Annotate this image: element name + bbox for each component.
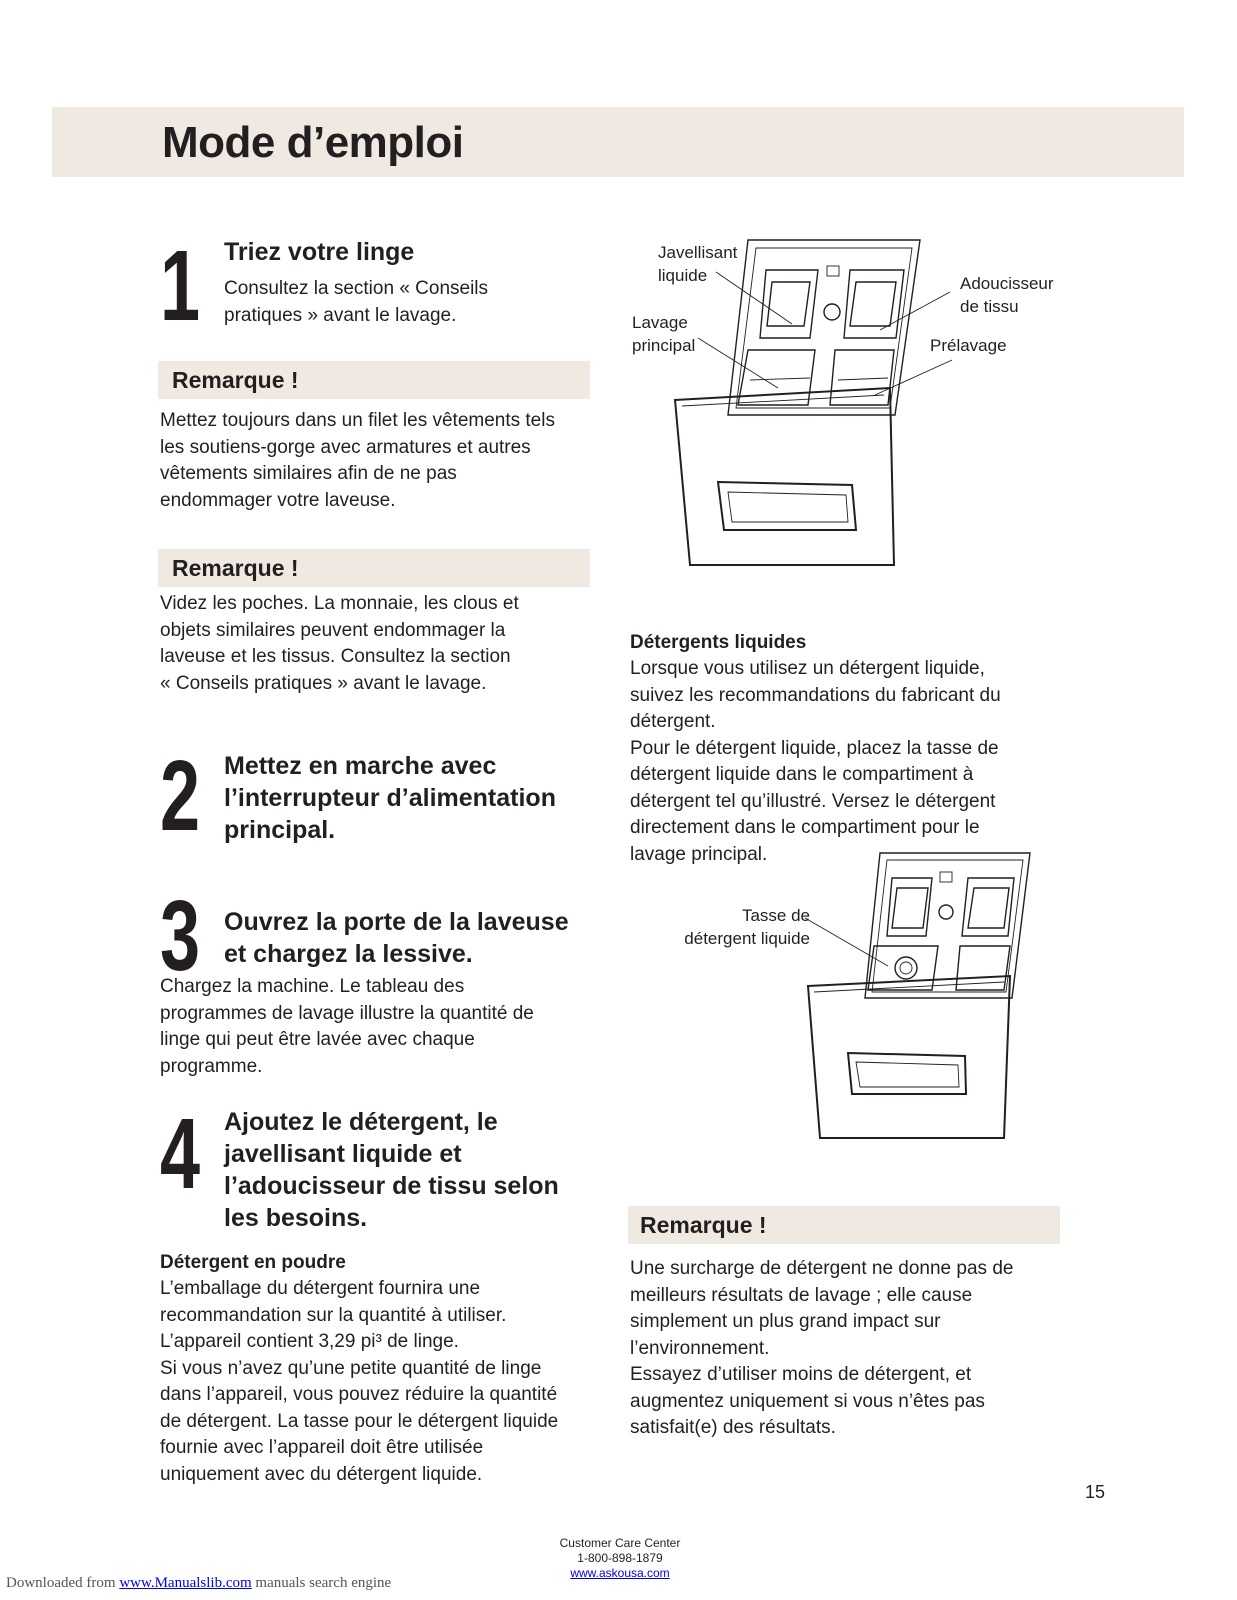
callout-line: Prélavage <box>930 336 1007 355</box>
note-3-text <box>630 1256 1013 1442</box>
text-line: fournie avec l’appareil doit être utilisée <box>160 1437 484 1458</box>
callout-liquid-cup <box>630 904 810 950</box>
heading-line: les besoins. <box>224 1204 368 1232</box>
download-suffix: manuals search engine <box>251 1575 392 1591</box>
liquid-subheading: Détergents liquides <box>630 632 807 653</box>
text-line: pratiques » avant le lavage. <box>224 304 457 326</box>
text-line: recommandation sur la quantité à utiliser. <box>160 1304 507 1326</box>
text-line: uniquement avec du détergent liquide. <box>160 1463 483 1485</box>
step-4-heading <box>224 1106 559 1234</box>
text-line: détergent. <box>630 711 716 732</box>
callout-line: liquide <box>658 266 708 285</box>
liquid-detergent-section <box>630 630 1001 868</box>
step-1-heading: Triez votre linge <box>224 238 415 266</box>
text-line: lavage principal. <box>630 843 768 865</box>
note-1-bar <box>158 361 590 399</box>
text-line: détergent tel qu’illustré. Versez le détergent <box>630 790 996 812</box>
heading-line: javellisant liquide et <box>224 1140 462 1168</box>
leader-line <box>698 338 778 388</box>
liquid-cup-drawer-diagram <box>790 848 1040 1148</box>
step-2-number: 2 <box>160 740 199 852</box>
text-line: de détergent. La tasse pour le détergent liquide <box>160 1410 559 1432</box>
text-line: Essayez d’utiliser moins de détergent, et <box>630 1364 972 1385</box>
footer <box>500 1536 740 1581</box>
text-line: « Conseils pratiques » avant le lavage. <box>160 672 487 694</box>
step-1-text <box>224 276 488 329</box>
text-line: Chargez la machine. Le tableau des <box>160 976 465 997</box>
callout-line: Javellisant <box>658 243 738 262</box>
text-line: objets similaires peuvent endommager la <box>160 619 506 641</box>
text-line: Videz les poches. La monnaie, les clous et <box>160 593 519 614</box>
text-line: détergent liquide dans le compartiment à <box>630 764 974 785</box>
step-4-number: 4 <box>160 1098 199 1210</box>
text-line: Si vous n’avez qu’une petite quantité de linge <box>160 1357 542 1379</box>
page-title: Mode d’emploi <box>162 118 464 167</box>
page-number: 15 <box>1085 1482 1106 1502</box>
note-1-text <box>160 408 555 514</box>
text-line: suivez les recommandations du fabricant du <box>630 684 1001 706</box>
footer-phone: 1-800-898-1879 <box>577 1551 663 1565</box>
callout-main-wash <box>632 311 695 357</box>
leader-line <box>805 918 888 966</box>
step-1-number: 1 <box>160 230 199 342</box>
callout-line: de tissu <box>960 297 1019 316</box>
heading-line: Mettez en marche avec <box>224 752 497 780</box>
footer-line: Customer Care Center <box>559 1536 681 1550</box>
heading-line: principal. <box>224 816 336 844</box>
heading-line: Ouvrez la porte de la laveuse <box>224 908 569 936</box>
step-3-number: 3 <box>160 880 199 992</box>
manualslib-link[interactable]: www.Manualslib.com <box>119 1575 252 1591</box>
heading-line: l’adoucisseur de tissu selon <box>224 1172 559 1200</box>
text-line: simplement un plus grand impact sur <box>630 1311 941 1332</box>
note-3-label: Remarque ! <box>640 1212 767 1238</box>
text-line: l’environnement. <box>630 1337 770 1359</box>
download-banner <box>6 1575 391 1592</box>
step-3-heading <box>224 906 569 970</box>
note-3-bar <box>628 1206 1060 1244</box>
text-line: laveuse et les tissus. Consultez la section <box>160 646 511 667</box>
callout-prewash <box>930 334 1007 357</box>
powder-subheading: Détergent en poudre <box>160 1252 346 1273</box>
footer-link[interactable]: www.askousa.com <box>570 1566 670 1580</box>
drawer-body <box>808 853 1030 1138</box>
text-line: meilleurs résultats de lavage ; elle cause <box>630 1284 973 1306</box>
callout-line: Adoucisseur <box>960 274 1054 293</box>
text-line: Une surcharge de détergent ne donne pas de <box>630 1258 1014 1279</box>
callout-line: principal <box>632 336 696 355</box>
step-3-text <box>160 974 534 1080</box>
text-line: endommager votre laveuse. <box>160 489 396 511</box>
callout-line: Lavage <box>632 313 688 332</box>
text-line: programme. <box>160 1055 263 1077</box>
callout-line: Tasse de <box>741 906 810 925</box>
text-line: satisfait(e) des résultats. <box>630 1417 836 1438</box>
text-line: augmentez uniquement si vous n’êtes pas <box>630 1390 985 1412</box>
step-4-text <box>160 1250 558 1488</box>
leader-line <box>875 360 952 395</box>
note-2-label: Remarque ! <box>172 555 299 581</box>
text-line: vêtements similaires afin de ne pas <box>160 463 457 484</box>
text-line: linge qui peut être lavée avec chaque <box>160 1029 475 1050</box>
leader-line <box>880 292 950 330</box>
text-line: les soutiens-gorge avec armatures et autres <box>160 436 531 458</box>
step-2-heading <box>224 750 556 846</box>
callout-bleach <box>658 241 737 287</box>
note-2-bar <box>158 549 590 587</box>
text-line: programmes de lavage illustre la quantité de <box>160 1002 534 1024</box>
text-line: dans l’appareil, vous pouvez réduire la quantité <box>160 1384 558 1405</box>
callout-softener <box>960 272 1054 318</box>
text-line: Consultez la section « Conseils <box>224 278 489 299</box>
heading-line: Ajoutez le détergent, le <box>224 1108 498 1136</box>
callout-line: détergent liquide <box>684 929 810 948</box>
text-line: Mettez toujours dans un filet les vêtements tels <box>160 410 555 431</box>
download-prefix: Downloaded from <box>6 1575 120 1591</box>
text-line: L’emballage du détergent fournira une <box>160 1278 481 1299</box>
heading-line: l’interrupteur d’alimentation <box>224 784 556 812</box>
text-line: Pour le détergent liquide, placez la tasse de <box>630 737 999 759</box>
heading-line: et chargez la lessive. <box>224 940 473 968</box>
text-line: Lorsque vous utilisez un détergent liquide, <box>630 658 985 679</box>
text-line: directement dans le compartiment pour le <box>630 817 980 838</box>
note-1-label: Remarque ! <box>172 367 299 393</box>
note-2-text <box>160 591 519 697</box>
text-line: L’appareil contient 3,29 pi³ de linge. <box>160 1331 459 1352</box>
drawer-body <box>675 240 920 565</box>
